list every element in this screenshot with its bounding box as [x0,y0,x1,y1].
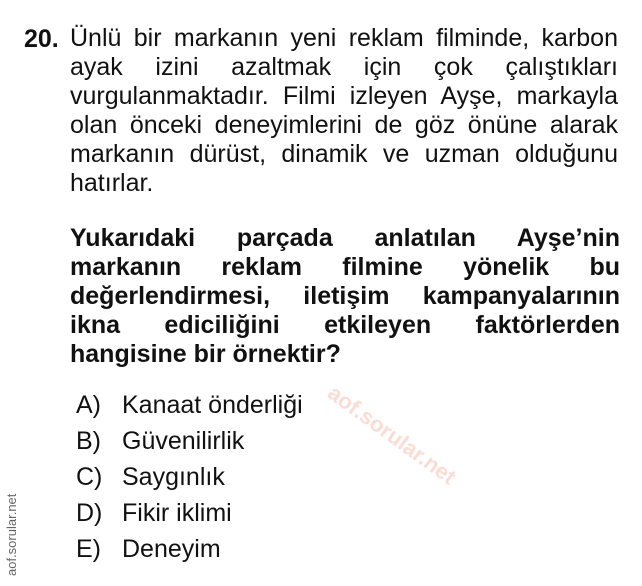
option-e[interactable] [76,534,303,570]
question-prompt: Yukarıdaki parçada anlatılan Ayşe’nin markanın reklam filmine yönelik bu değerlendirmesi, iletişim kampanyalarının ikna ediciliğini etkileyen faktörlerden hangisine bir örnektir? [70,224,620,368]
option-letter: C) [76,463,103,491]
question-stem: Ünlü bir markanın yeni reklam filminde, karbon ayak izini azaltmak için çok çalıştıkları vurgulanmaktadır. Filmi izleyen Ayşe, markayla olan önceki deneyimlerini de göz önüne alarak markanın dürüst, dinamik ve uzman olduğunu hatırlar. [70,24,618,197]
option-text: Saygınlık [122,463,225,491]
option-b[interactable] [76,426,303,462]
option-a[interactable] [76,390,303,426]
option-text: Güvenilirlik [122,427,245,455]
option-letter: D) [76,499,103,527]
option-text: Fikir iklimi [122,499,232,527]
watermark-side: aof.sorular.net [4,493,19,576]
option-d[interactable] [76,498,303,534]
option-letter: A) [76,391,101,419]
answer-options [76,390,303,570]
option-c[interactable] [76,462,303,498]
option-letter: B) [76,427,101,455]
watermark-diagonal: aof.sorular.net [323,380,461,490]
option-letter: E) [76,535,101,563]
question-number: 20. [24,25,59,53]
option-text: Deneyim [122,535,221,563]
option-text: Kanaat önderliği [122,391,303,419]
